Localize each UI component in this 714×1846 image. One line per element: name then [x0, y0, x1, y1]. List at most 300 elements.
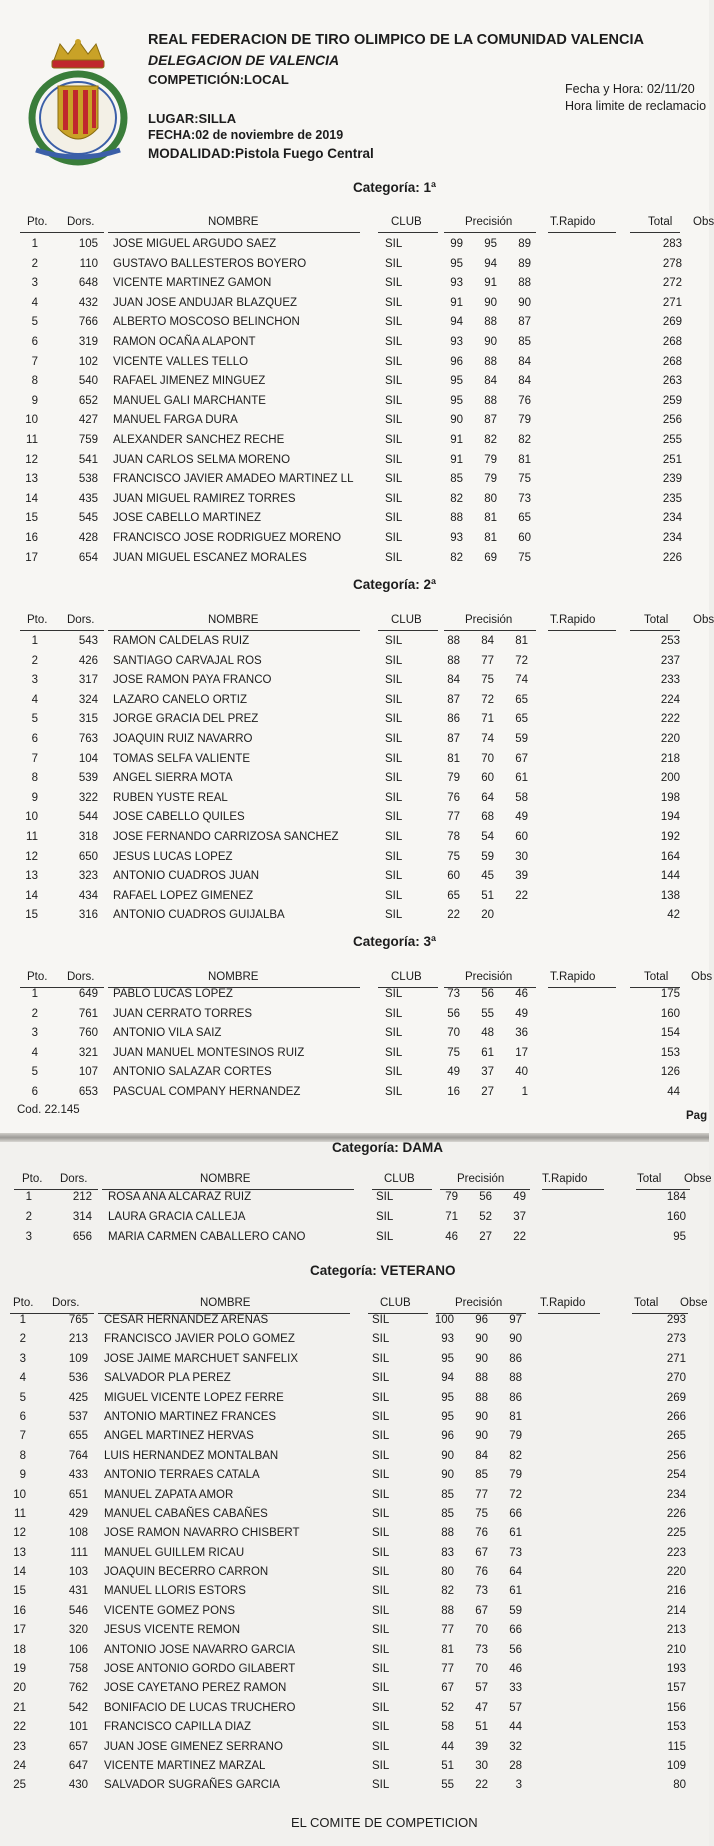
total-score-cell: 138	[660, 889, 680, 902]
col-total-header: Total	[634, 1297, 659, 1309]
shooter-name-cell: VICENTE VALLES TELLO	[113, 355, 249, 368]
table-row	[0, 1409, 709, 1428]
precision-series-2-cell: 64	[481, 791, 494, 804]
total-score-cell: 213	[666, 1624, 686, 1637]
precision-series-1-cell: 65	[447, 889, 460, 902]
category-title: Categoría: 2ª	[353, 577, 437, 592]
table-row	[0, 354, 709, 374]
col-obs-header: Obse	[684, 1173, 712, 1185]
col-dors-header: Dors.	[60, 1173, 88, 1185]
bib-number-cell: 425	[68, 1391, 88, 1404]
table-row	[0, 295, 709, 315]
table-row	[0, 770, 709, 790]
bib-number-cell: 315	[78, 713, 98, 726]
header-underline	[548, 232, 616, 233]
col-obs-header: Obs	[691, 971, 713, 983]
shooter-name-cell: FRANCISCO JAVIER AMADEO MARTINEZ LL	[113, 473, 354, 486]
shooter-name-cell: JUAN CARLOS SELMA MORENO	[113, 453, 291, 466]
shooter-name-cell: LAZARO CANELO ORTIZ	[113, 693, 247, 706]
precision-series-1-cell: 82	[441, 1585, 454, 1598]
precision-series-1-cell: 79	[447, 772, 460, 785]
total-score-cell: 271	[666, 1352, 686, 1365]
table-row	[0, 751, 709, 771]
shooter-name-cell: VICENTE GOMEZ PONS	[104, 1604, 235, 1617]
precision-series-2-cell: 51	[475, 1721, 488, 1734]
precision-series-1-cell: 60	[447, 870, 460, 883]
club-cell: SIL	[385, 453, 403, 466]
shooter-name-cell: JUAN CERRATO TORRES	[113, 1007, 253, 1020]
precision-series-2-cell: 88	[475, 1372, 488, 1385]
precision-series-3-cell: 30	[515, 850, 528, 863]
precision-series-1-cell: 71	[445, 1210, 458, 1223]
precision-series-3-cell: 36	[515, 1027, 528, 1040]
bib-number-cell: 434	[78, 889, 98, 902]
bib-number-cell: 651	[68, 1488, 88, 1501]
table-row	[0, 256, 709, 276]
precision-series-3-cell: 66	[509, 1624, 522, 1637]
precision-series-1-cell: 78	[447, 830, 460, 843]
total-score-cell: 214	[666, 1604, 686, 1617]
club-cell: SIL	[385, 752, 403, 765]
position-cell: 25	[13, 1779, 26, 1792]
total-score-cell: 270	[666, 1372, 686, 1385]
precision-series-3-cell: 39	[515, 870, 528, 883]
shooter-name-cell: PABLO LUCAS LOPEZ	[113, 988, 233, 1000]
position-cell: 17	[13, 1624, 26, 1637]
precision-series-1-cell: 88	[441, 1527, 454, 1540]
position-cell: 18	[13, 1643, 26, 1656]
total-score-cell: 259	[662, 394, 682, 407]
total-score-cell: 233	[660, 674, 680, 687]
precision-series-1-cell: 16	[447, 1085, 460, 1098]
precision-series-3-cell: 57	[509, 1701, 522, 1714]
precision-series-1-cell: 95	[441, 1352, 454, 1365]
total-score-cell: 293	[666, 1314, 686, 1326]
header-underline	[20, 630, 104, 631]
total-score-cell: 218	[660, 752, 680, 765]
precision-series-2-cell: 39	[475, 1740, 488, 1753]
position-cell: 2	[19, 1333, 26, 1346]
table-row	[0, 809, 709, 829]
table-row	[0, 550, 709, 570]
position-cell: 7	[19, 1430, 26, 1443]
precision-series-2-cell: 79	[484, 453, 497, 466]
precision-series-2-cell: 94	[484, 257, 497, 270]
bib-number-cell: 106	[68, 1643, 88, 1656]
col-pto-header: Pto.	[13, 1297, 34, 1309]
position-cell: 13	[25, 870, 38, 883]
shooter-name-cell: RUBEN YUSTE REAL	[113, 791, 228, 804]
precision-series-2-cell: 95	[484, 238, 497, 250]
precision-series-1-cell: 90	[441, 1469, 454, 1482]
club-cell: SIL	[385, 674, 403, 687]
precision-series-3-cell: 37	[513, 1210, 526, 1223]
precision-series-2-cell: 81	[484, 512, 497, 525]
bib-number-cell: 541	[78, 453, 98, 466]
bib-number-cell: 656	[72, 1230, 92, 1243]
precision-series-2-cell: 73	[475, 1585, 488, 1598]
precision-series-2-cell: 79	[484, 473, 497, 486]
total-score-cell: 266	[666, 1410, 686, 1423]
club-cell: SIL	[372, 1527, 390, 1540]
precision-series-2-cell: 47	[475, 1701, 488, 1714]
col-club-header: CLUB	[384, 1173, 415, 1185]
precision-series-2-cell: 70	[481, 752, 494, 765]
total-score-cell: 109	[666, 1759, 686, 1772]
bib-number-cell: 647	[68, 1759, 88, 1772]
precision-series-3-cell: 61	[509, 1527, 522, 1540]
table-row	[0, 471, 709, 491]
position-cell: 3	[19, 1352, 26, 1365]
bib-number-cell: 427	[78, 414, 98, 427]
precision-series-2-cell: 72	[481, 693, 494, 706]
bib-number-cell: 653	[78, 1085, 98, 1098]
shooter-name-cell: ANTONIO CUADROS GUIJALBA	[113, 909, 285, 922]
precision-series-1-cell: 85	[450, 473, 463, 486]
bib-number-cell: 544	[78, 811, 98, 824]
shooter-name-cell: JOSE ANTONIO GORDO GILABERT	[104, 1663, 296, 1676]
position-cell: 7	[31, 752, 38, 765]
total-score-cell: 115	[667, 1740, 686, 1753]
col-precision-header: Precisión	[465, 614, 513, 626]
total-score-cell: 194	[660, 811, 680, 824]
precision-series-3-cell: 56	[509, 1643, 522, 1656]
col-obs-header: Obs	[693, 216, 714, 228]
table-header	[0, 614, 714, 632]
club-cell: SIL	[385, 257, 403, 270]
precision-series-2-cell: 67	[475, 1604, 488, 1617]
total-score-cell: 273	[666, 1333, 686, 1346]
club-cell: SIL	[385, 909, 403, 922]
competition-committee-footer: EL COMITE DE COMPETICION	[291, 1815, 478, 1830]
table-row	[0, 731, 709, 751]
position-cell: 7	[31, 355, 38, 368]
precision-series-3-cell: 84	[518, 355, 531, 368]
col-trapido-header: T.Rapido	[550, 216, 596, 228]
position-cell: 13	[25, 473, 38, 486]
precision-series-2-cell: 85	[475, 1469, 488, 1482]
club-cell: SIL	[385, 473, 403, 486]
precision-series-3-cell: 61	[509, 1585, 522, 1598]
precision-series-2-cell: 74	[481, 732, 494, 745]
precision-series-2-cell: 51	[481, 889, 494, 902]
table-row	[0, 1045, 709, 1065]
precision-series-3-cell: 74	[515, 674, 528, 687]
shooter-name-cell: JOSE CAYETANO PEREZ RAMON	[104, 1682, 287, 1695]
shooter-name-cell: JUAN MIGUEL ESCANEZ MORALES	[113, 551, 307, 564]
precision-series-3-cell: 61	[515, 772, 528, 785]
table-row	[0, 1390, 709, 1409]
table-row	[0, 1448, 709, 1467]
shooter-name-cell: VICENTE MARTINEZ GAMON	[113, 277, 272, 290]
bib-number-cell: 540	[78, 375, 98, 388]
bib-number-cell: 111	[70, 1546, 88, 1559]
total-score-cell: 256	[662, 414, 682, 427]
venue-label: LUGAR:SILLA	[148, 111, 237, 126]
bib-number-cell: 654	[78, 551, 98, 564]
precision-series-2-cell: 80	[484, 492, 497, 505]
shooter-name-cell: MIGUEL VICENTE LOPEZ FERRE	[104, 1391, 284, 1404]
club-cell: SIL	[385, 414, 403, 427]
precision-series-1-cell: 52	[441, 1701, 454, 1714]
club-cell: SIL	[372, 1643, 390, 1656]
bib-number-cell: 321	[78, 1046, 98, 1059]
precision-series-2-cell: 59	[481, 850, 494, 863]
category-title: Categoría: VETERANO	[310, 1263, 456, 1278]
table-row	[0, 1777, 709, 1796]
precision-series-3-cell: 82	[518, 433, 531, 446]
shooter-name-cell: MANUEL CABAÑES CABAÑES	[104, 1507, 268, 1520]
table-row	[0, 907, 709, 927]
precision-series-3-cell: 84	[518, 375, 531, 388]
shooter-name-cell: ANTONIO SALAZAR CORTES	[113, 1066, 272, 1079]
precision-series-1-cell: 87	[447, 732, 460, 745]
bib-number-cell: 103	[68, 1566, 88, 1579]
precision-series-1-cell: 91	[450, 453, 463, 466]
table-row	[0, 672, 709, 692]
position-cell: 24	[13, 1759, 26, 1772]
club-cell: SIL	[385, 375, 403, 388]
club-cell: SIL	[372, 1410, 390, 1423]
table-row	[0, 1564, 709, 1583]
shooter-name-cell: RAFAEL LOPEZ GIMENEZ	[113, 889, 254, 902]
precision-series-3-cell: 33	[509, 1682, 522, 1695]
precision-series-1-cell: 93	[441, 1333, 454, 1346]
precision-series-1-cell: 95	[450, 257, 463, 270]
col-nombre-header: NOMBRE	[208, 971, 259, 983]
total-score-cell: 80	[673, 1779, 686, 1792]
position-cell: 3	[31, 277, 38, 290]
col-total-header: Total	[644, 614, 669, 626]
club-cell: SIL	[372, 1546, 390, 1559]
total-score-cell: 239	[662, 473, 682, 486]
precision-series-2-cell: 37	[481, 1066, 494, 1079]
position-cell: 21	[13, 1701, 26, 1714]
bib-number-cell: 648	[78, 277, 98, 290]
col-nombre-header: NOMBRE	[208, 216, 259, 228]
table-row	[0, 1331, 709, 1350]
position-cell: 11	[14, 1507, 26, 1520]
shooter-name-cell: JOSE RAMON PAYA FRANCO	[113, 674, 272, 687]
total-score-cell: 42	[667, 909, 680, 922]
table-row	[0, 1622, 709, 1641]
shooter-name-cell: TOMAS SELFA VALIENTE	[113, 752, 250, 765]
precision-series-1-cell: 96	[441, 1430, 454, 1443]
bib-number-cell: 107	[78, 1066, 98, 1079]
shooter-name-cell: MANUEL GUILLEM RICAU	[104, 1546, 245, 1559]
col-nombre-header: NOMBRE	[200, 1297, 251, 1309]
total-score-cell: 157	[666, 1682, 686, 1695]
shooter-name-cell: MANUEL ZAPATA AMOR	[104, 1488, 234, 1501]
club-cell: SIL	[376, 1191, 394, 1203]
table-row	[0, 1370, 709, 1389]
table-row	[0, 692, 709, 712]
club-cell: SIL	[372, 1740, 390, 1753]
col-precision-header: Precisión	[455, 1297, 503, 1309]
club-cell: SIL	[385, 433, 403, 446]
bib-number-cell: 426	[78, 654, 98, 667]
precision-series-1-cell: 75	[447, 850, 460, 863]
total-score-cell: 200	[660, 772, 680, 785]
precision-series-2-cell: 56	[481, 988, 494, 1000]
col-precision-header: Precisión	[465, 216, 513, 228]
precision-series-1-cell: 55	[441, 1779, 454, 1792]
club-cell: SIL	[372, 1566, 390, 1579]
table-row	[0, 1312, 709, 1331]
shooter-name-cell: JOAQUIN RUIZ NAVARRO	[113, 732, 253, 745]
precision-series-1-cell: 44	[441, 1740, 454, 1753]
precision-series-1-cell: 93	[450, 277, 463, 290]
table-row	[0, 888, 709, 908]
shooter-name-cell: ANTONIO CUADROS JUAN	[113, 870, 260, 883]
club-cell: SIL	[385, 850, 403, 863]
precision-series-3-cell: 22	[515, 889, 528, 902]
shooter-name-cell: JUAN JOSE GIMENEZ SERRANO	[104, 1740, 283, 1753]
club-cell: SIL	[385, 693, 403, 706]
header-underline	[444, 630, 536, 631]
precision-series-2-cell: 81	[484, 531, 497, 544]
precision-series-3-cell: 79	[509, 1469, 522, 1482]
total-score-cell: 271	[662, 296, 682, 309]
precision-series-1-cell: 77	[441, 1663, 454, 1676]
position-cell: 3	[31, 1027, 38, 1040]
precision-series-2-cell: 73	[475, 1643, 488, 1656]
bib-number-cell: 537	[68, 1410, 88, 1423]
table-row	[0, 314, 709, 334]
shooter-name-cell: SALVADOR PLA PEREZ	[104, 1372, 231, 1385]
bib-number-cell: 432	[78, 296, 98, 309]
table-row	[0, 1758, 709, 1777]
position-cell: 2	[31, 257, 38, 270]
shooter-name-cell: ALBERTO MOSCOSO BELINCHON	[113, 316, 300, 329]
precision-series-1-cell: 87	[447, 693, 460, 706]
precision-series-2-cell: 75	[475, 1507, 488, 1520]
position-cell: 4	[19, 1372, 26, 1385]
total-score-cell: 222	[660, 713, 680, 726]
precision-series-2-cell: 68	[481, 811, 494, 824]
claim-deadline-label: Hora limite de reclamacio	[565, 99, 707, 113]
bib-number-cell: 546	[68, 1604, 88, 1617]
shooter-name-cell: BONIFACIO DE LUCAS TRUCHERO	[104, 1701, 296, 1714]
club-cell: SIL	[385, 296, 403, 309]
total-score-cell: 255	[662, 433, 682, 446]
table-row	[0, 1739, 709, 1758]
table-row	[0, 711, 709, 731]
precision-series-1-cell: 90	[450, 414, 463, 427]
page-number-label: Pag	[686, 1110, 708, 1122]
position-cell: 9	[31, 791, 38, 804]
bib-number-cell: 322	[78, 791, 98, 804]
club-cell: SIL	[372, 1701, 390, 1714]
shooter-name-cell: FRANCISCO JAVIER POLO GOMEZ	[104, 1333, 295, 1346]
position-cell: 16	[13, 1604, 26, 1617]
position-cell: 10	[25, 811, 38, 824]
header-underline	[20, 232, 104, 233]
precision-series-2-cell: 88	[484, 394, 497, 407]
total-score-cell: 268	[662, 335, 682, 348]
precision-series-2-cell: 90	[475, 1333, 488, 1346]
precision-series-1-cell: 77	[441, 1624, 454, 1637]
precision-series-2-cell: 90	[475, 1430, 488, 1443]
bib-number-cell: 324	[78, 693, 98, 706]
position-cell: 1	[31, 238, 38, 250]
total-score-cell: 175	[660, 988, 680, 1000]
position-cell: 16	[25, 531, 38, 544]
total-score-cell: 216	[666, 1585, 686, 1598]
table-row	[0, 452, 709, 472]
precision-series-2-cell: 71	[481, 713, 494, 726]
document-code: Cod. 22.145	[17, 1104, 80, 1116]
shooter-name-cell: ANTONIO JOSE NAVARRO GARCIA	[104, 1643, 296, 1656]
position-cell: 3	[31, 674, 38, 687]
position-cell: 2	[31, 1007, 38, 1020]
col-dors-header: Dors.	[67, 614, 95, 626]
shooter-name-cell: SANTIAGO CARVAJAL ROS	[113, 654, 262, 667]
club-cell: SIL	[372, 1585, 390, 1598]
precision-series-2-cell: 77	[475, 1488, 488, 1501]
col-trapido-header: T.Rapido	[540, 1297, 586, 1309]
shooter-name-cell: JOSE MIGUEL ARGUDO SAEZ	[113, 238, 277, 250]
precision-series-1-cell: 85	[441, 1488, 454, 1501]
shooter-name-cell: JOSE CABELLO QUILES	[113, 811, 245, 824]
bib-number-cell: 110	[79, 257, 98, 270]
position-cell: 12	[13, 1527, 26, 1540]
col-pto-header: Pto.	[27, 971, 48, 983]
total-score-cell: 223	[666, 1546, 686, 1559]
club-cell: SIL	[372, 1604, 390, 1617]
table-row	[0, 1487, 709, 1506]
position-cell: 1	[31, 988, 38, 1000]
precision-series-1-cell: 96	[450, 355, 463, 368]
total-score-cell: 253	[660, 635, 680, 647]
precision-series-3-cell: 73	[509, 1546, 522, 1559]
precision-series-3-cell: 90	[509, 1333, 522, 1346]
precision-series-3-cell: 64	[509, 1566, 522, 1579]
table-row	[0, 790, 709, 810]
shooter-name-cell: VICENTE MARTINEZ MARZAL	[104, 1759, 266, 1772]
precision-series-3-cell: 22	[513, 1230, 526, 1243]
precision-series-1-cell: 90	[441, 1449, 454, 1462]
club-cell: SIL	[372, 1507, 390, 1520]
col-club-header: CLUB	[391, 971, 422, 983]
position-cell: 6	[19, 1410, 26, 1423]
shooter-name-cell: ANTONIO MARTINEZ FRANCES	[104, 1410, 277, 1423]
federation-title: REAL FEDERACION DE TIRO OLIMPICO DE LA COMUNIDAD VALENCIA	[148, 32, 644, 48]
shooter-name-cell: MANUEL LLORIS ESTORS	[104, 1585, 246, 1598]
shooter-name-cell: ALEXANDER SANCHEZ RECHE	[113, 433, 285, 446]
results-list	[0, 986, 709, 1104]
shooter-name-cell: FRANCISCO JOSE RODRIGUEZ MORENO	[113, 531, 342, 544]
position-cell: 5	[31, 1066, 38, 1079]
precision-series-2-cell: 75	[481, 674, 494, 687]
precision-series-2-cell: 84	[475, 1449, 488, 1462]
total-score-cell: 44	[667, 1085, 680, 1098]
bib-number-cell: 657	[68, 1740, 88, 1753]
total-score-cell: 193	[666, 1663, 686, 1676]
category-title: Categoría: 1ª	[353, 180, 437, 195]
bib-number-cell: 758	[68, 1663, 88, 1676]
bib-number-cell: 762	[68, 1682, 88, 1695]
precision-series-1-cell: 95	[441, 1391, 454, 1404]
bib-number-cell: 101	[68, 1721, 88, 1734]
table-row	[0, 1229, 709, 1249]
precision-series-1-cell: 94	[441, 1372, 454, 1385]
precision-series-1-cell: 73	[447, 988, 460, 1000]
bib-number-cell: 212	[72, 1191, 92, 1203]
club-cell: SIL	[385, 1066, 403, 1079]
precision-series-3-cell: 59	[509, 1604, 522, 1617]
position-cell: 5	[19, 1391, 26, 1404]
